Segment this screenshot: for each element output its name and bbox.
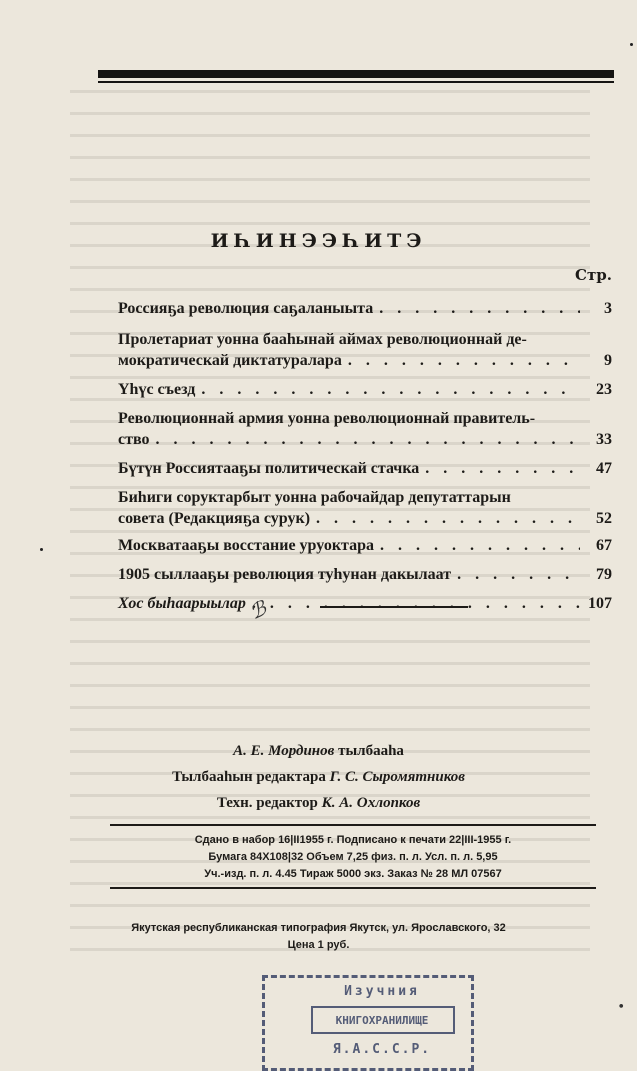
price: Цена 1 руб. (287, 939, 350, 951)
toc-entry-line (118, 487, 612, 508)
toc-entry-line (118, 408, 612, 429)
stamp-right-border (452, 988, 468, 1058)
tech-editor-line (0, 790, 637, 816)
ornament-mark: ℬ (245, 595, 271, 625)
toc-entry-title: ство (118, 431, 150, 448)
printer-info (0, 920, 637, 954)
stamp-middle-text: КНИГОХРАНИЛИЩЕ (335, 1014, 429, 1027)
toc-entry-line (118, 350, 612, 371)
toc-entry-title: Бүтүн Россиятааҕы политическай стачка (118, 460, 420, 477)
printer-address: Якутская республиканская типография Якутск, ул. Ярославского, 32 (131, 922, 506, 934)
toc-page-number: 79 (596, 566, 612, 583)
corner-mark: • (617, 1000, 625, 1015)
toc-entry-title: Пролетариат уонна бааһынай аймах революционнай де- (118, 331, 527, 348)
toc-page-number: 107 (588, 595, 612, 612)
toc-leader-dots (195, 379, 580, 400)
header-rule-thick (98, 70, 614, 78)
tech-editor-name: К. А. Охлопков (321, 795, 421, 811)
stamp-left-border (268, 988, 298, 1058)
publication-line-3: Уч.-изд. п. л. 4.45 Тираж 5000 экз. Заказ № 28 МЛ 07567 (204, 868, 502, 880)
toc-entry (118, 458, 612, 479)
toc-entry-title: Москватааҕы восстание уруоктара (118, 537, 374, 554)
header-rule-thin (98, 81, 614, 83)
toc-entry-line (118, 535, 612, 556)
publication-line-2: Бумага 84Х108|32 Объем 7,25 физ. п. л. Усл. п. л. 5,95 (208, 851, 498, 863)
toc-page-number: 9 (604, 352, 612, 369)
toc-entry (118, 593, 612, 614)
toc-entry (118, 487, 612, 529)
toc-entry-title: мократическай диктатуралара (118, 352, 342, 369)
toc-page-number: 3 (604, 300, 612, 317)
translator-name: А. Е. Мординов (233, 743, 335, 759)
toc-page-number: 23 (596, 381, 612, 398)
toc-entry-line (118, 508, 612, 529)
toc-page-number: 47 (596, 460, 612, 477)
toc-leader-dots (342, 350, 580, 371)
publication-line-1: Сдано в набор 16|II1955 г. Подписано к печати 22|III-1955 г. (194, 834, 512, 846)
toc-title: ИҺИНЭЭҺИТЭ (210, 230, 427, 252)
stamp-bottom-text: Я.А.С.С.Р. (332, 1042, 432, 1057)
toc-entry-line (118, 298, 612, 319)
toc-entry-title: Россияҕа революция саҕаланыыта (118, 300, 374, 317)
credits-block (0, 738, 637, 816)
toc-entry-title: совета (Редакцияҕа сурук) (118, 510, 311, 527)
toc-page-number: 33 (596, 431, 612, 448)
stamp-top-text: Изучния (344, 984, 420, 999)
translator-role: тылбааһа (338, 743, 404, 759)
toc-leader-dots (419, 458, 580, 479)
toc-leader-dots (374, 535, 580, 556)
toc-entry-line (118, 379, 612, 400)
translation-editor-name: Г. С. Сыромятников (329, 769, 465, 785)
publication-info (110, 824, 596, 889)
library-stamp (262, 975, 474, 1071)
print-speck (630, 43, 633, 46)
toc-entry-title: 1905 сыллааҕы революция туһунан дакылаат (118, 566, 452, 583)
translation-editor-line (0, 764, 637, 790)
toc-leader-dots (373, 298, 580, 319)
toc-entry (118, 408, 612, 450)
tech-editor-role: Техн. редактор (216, 795, 318, 811)
toc-entry (118, 379, 612, 400)
toc-page-number: 52 (596, 510, 612, 527)
table-of-contents (118, 290, 612, 614)
toc-entry-line (118, 429, 612, 450)
toc-page-number: 67 (596, 537, 612, 554)
toc-entry-title: Революционнай армия уонна революционнай правитель- (118, 410, 536, 427)
toc-leader-dots (310, 508, 580, 529)
toc-entry (118, 564, 612, 585)
toc-entry (118, 298, 612, 319)
toc-leader-dots (246, 593, 580, 614)
translation-editor-role: Тылбааһын редактара (172, 769, 326, 785)
page-column-header: Стр. (575, 266, 612, 284)
toc-entry-line (118, 564, 612, 585)
toc-entry-line (118, 329, 612, 350)
translator-line (0, 738, 637, 764)
toc-entry-title: Үһүс съезд (118, 381, 196, 398)
toc-entry-line (118, 593, 612, 614)
toc-entry-title: Биһиги соруктарбыт уонна рабочайдар депутаттарын (118, 489, 511, 506)
toc-entry-title: Хос быһаарыылар (118, 595, 246, 612)
section-divider (320, 606, 468, 608)
toc-leader-dots (451, 564, 580, 585)
toc-entry-line (118, 458, 612, 479)
toc-entry (118, 329, 612, 371)
toc-leader-dots (150, 429, 581, 450)
toc-entry (118, 535, 612, 556)
print-speck (40, 548, 43, 551)
